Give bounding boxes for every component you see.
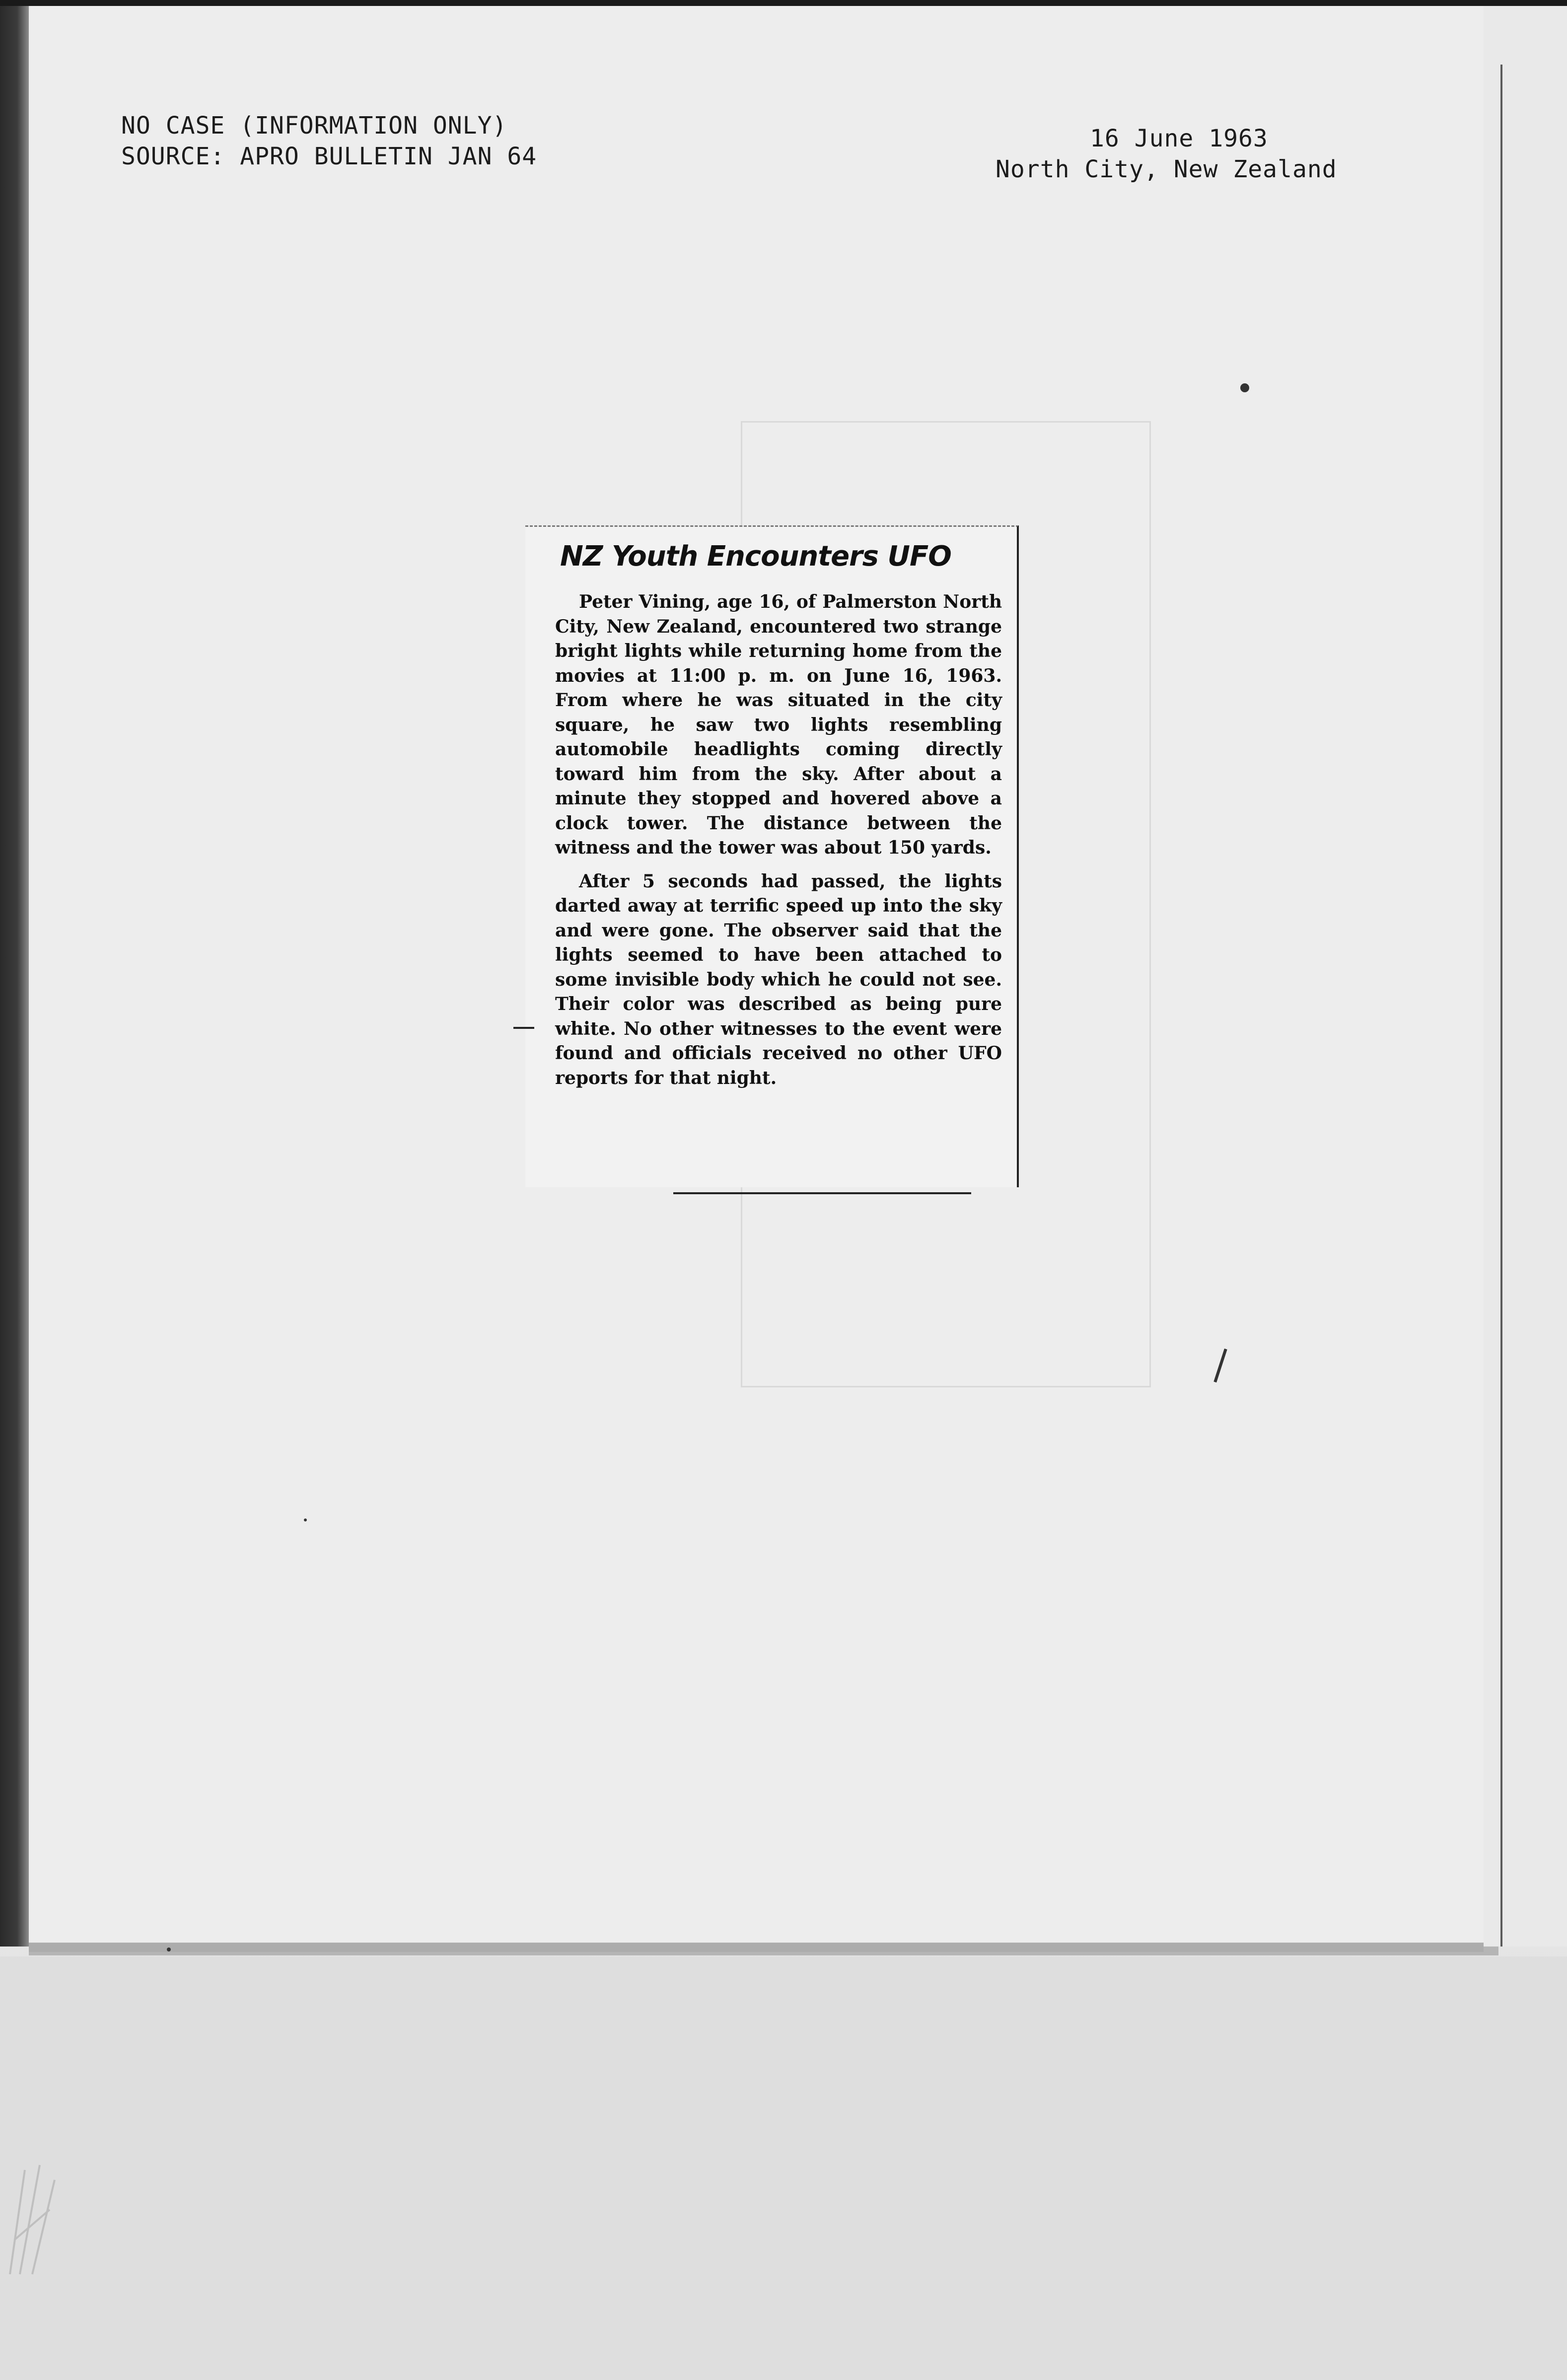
case-header: [121, 110, 537, 172]
clipping-headline: NZ Youth Encounters UFO: [560, 540, 951, 573]
adjacent-page-strip: [1484, 0, 1567, 1947]
report-location: North City, New Zealand: [996, 155, 1337, 183]
dust-speck: [304, 1518, 307, 1521]
page-bottom-shadow: [29, 1943, 1498, 1955]
case-status: NO CASE (INFORMATION ONLY): [121, 112, 507, 140]
film-top-edge: [0, 0, 1567, 6]
film-left-edge: [0, 0, 29, 1947]
date-location-header: [996, 123, 1337, 185]
scribble-mark: [5, 2150, 65, 2279]
page-edge-line: [1500, 65, 1502, 1947]
clipping-body: [555, 590, 1002, 1090]
dust-speck: [1240, 383, 1249, 392]
clipping-rule: [673, 1192, 971, 1194]
margin-tick-mark: [513, 1027, 534, 1029]
report-date: 16 June 1963: [1090, 125, 1268, 152]
clipping-paragraph-2: After 5 seconds had passed, the lights darted away at terrific speed up into the sky and were gone. The observer said that the lights seemed to have been attached to some invisible body which he could not see. Their color was described as being pure white. No other witnesses to the event were found and officials received no other UFO reports for that night.: [555, 870, 1002, 1088]
source-line: SOURCE: APRO BULLETIN JAN 64: [121, 143, 537, 170]
scanner-bed: [0, 1956, 1567, 2380]
dust-speck: [167, 1947, 171, 1951]
clipping-paragraph-1: Peter Vining, age 16, of Palmerston North City, New Zealand, encountered two strange bright lights while returning home from the movies at 11:00 p. m. on June 16, 1963. From where he was situated in the city square, he saw two lights resembling automobile headlights coming directly toward him from the sky. After about a minute they stopped and hovered above a clock tower. The distance between the witness and the tower was about 150 yards.: [555, 591, 1002, 858]
